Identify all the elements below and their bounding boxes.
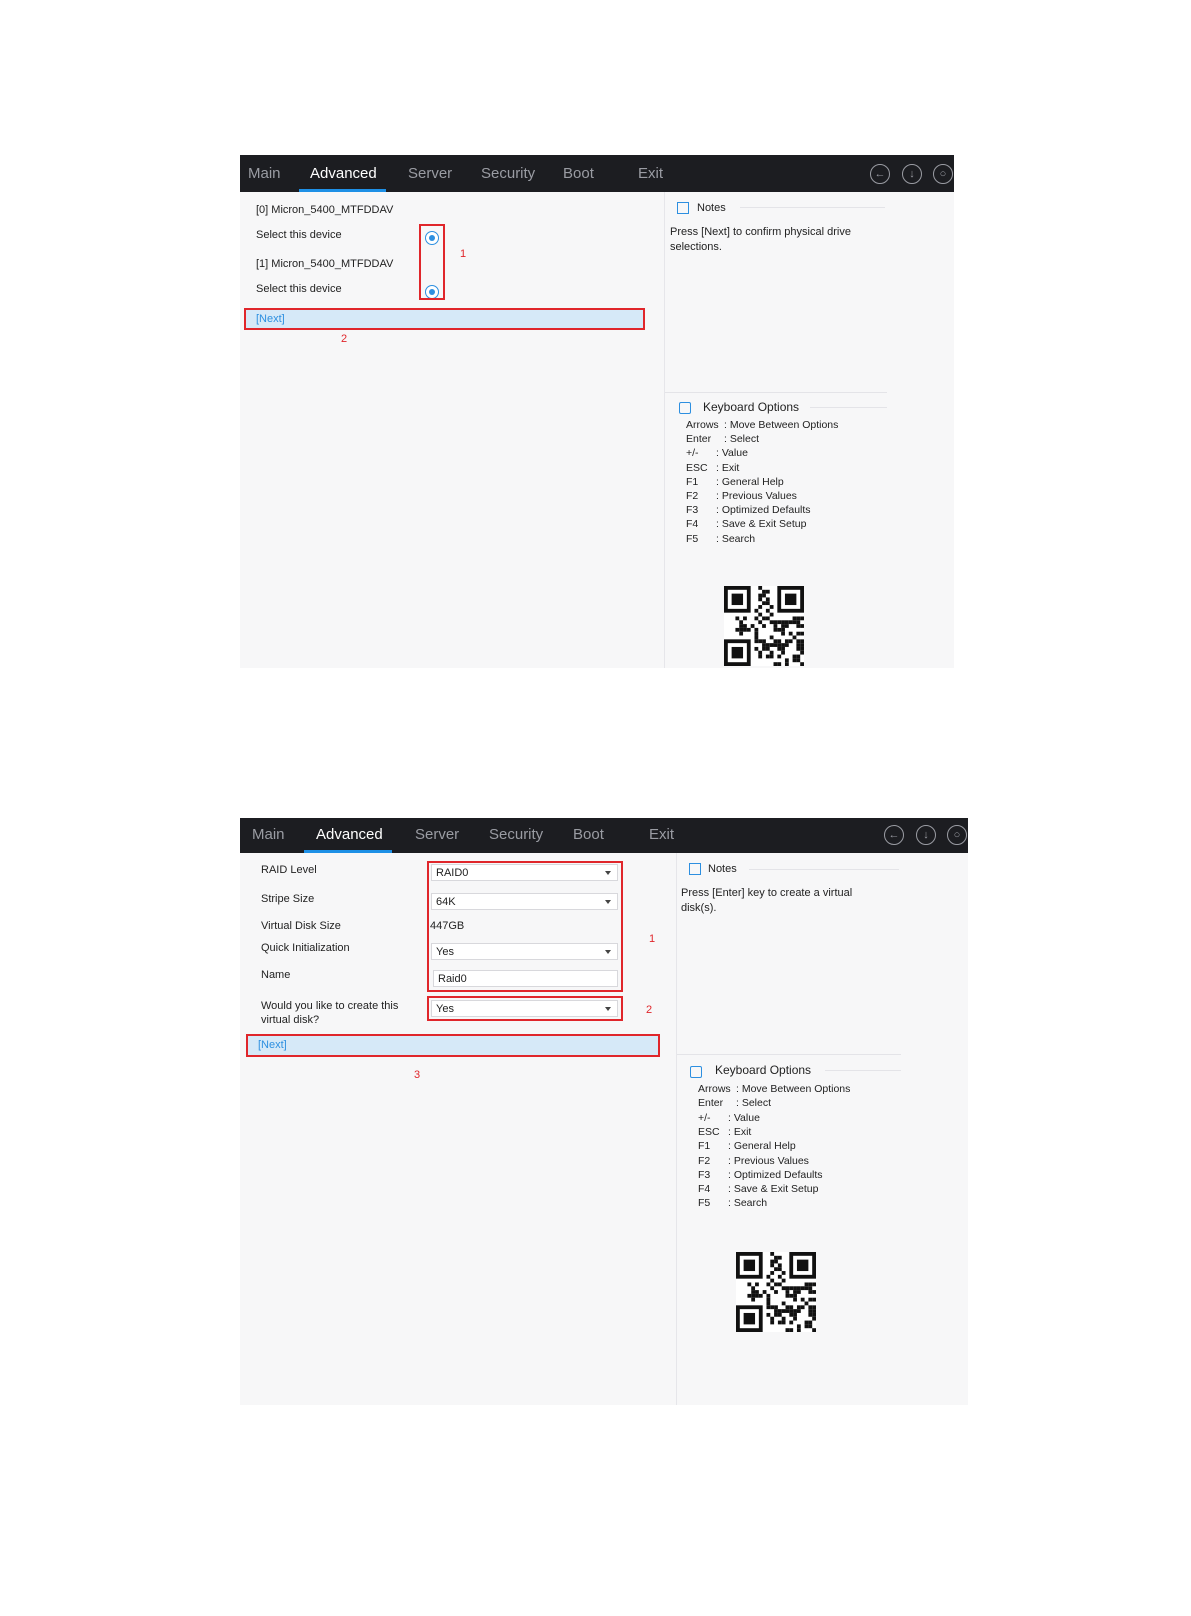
keyboard-option-desc: : Move Between Options bbox=[724, 419, 839, 431]
keyboard-option-desc: : Previous Values bbox=[716, 490, 797, 502]
callout-box-create bbox=[427, 996, 623, 1021]
keyboard-option-desc: : Previous Values bbox=[728, 1154, 809, 1167]
keyboard-option-row bbox=[686, 518, 886, 532]
keyboard-option-row bbox=[686, 462, 886, 476]
tab-exit[interactable]: Exit bbox=[649, 826, 675, 843]
raid-level-value: RAID0 bbox=[436, 867, 469, 879]
keyboard-option-row bbox=[686, 504, 886, 518]
tab-boot[interactable]: Boot bbox=[563, 165, 594, 182]
keyboard-option-row bbox=[698, 1083, 898, 1097]
keyboard-options-list bbox=[686, 419, 886, 554]
keyboard-option-desc: : Exit bbox=[728, 1125, 752, 1138]
keyboard-option-desc: : Value bbox=[728, 1111, 760, 1124]
top-menu-bar bbox=[240, 818, 968, 853]
keyboard-option-key: +/- bbox=[686, 447, 699, 460]
back-icon[interactable]: ← bbox=[884, 825, 904, 845]
tab-advanced[interactable]: Advanced bbox=[316, 826, 383, 843]
tab-server[interactable]: Server bbox=[415, 826, 460, 843]
callout-number-2: 2 bbox=[646, 1004, 653, 1016]
keyboard-option-row bbox=[698, 1197, 898, 1211]
keyboard-option-key: F2 bbox=[698, 1154, 711, 1167]
keyboard-option-key: F1 bbox=[686, 475, 699, 488]
keyboard-divider bbox=[810, 407, 887, 408]
keyboard-option-key: F5 bbox=[698, 1197, 711, 1210]
name-label: Name bbox=[261, 969, 291, 981]
keyboard-options-title: Keyboard Options bbox=[703, 400, 800, 414]
drive-1-select-label: Select this device bbox=[256, 283, 342, 295]
tab-advanced[interactable]: Advanced bbox=[310, 165, 377, 182]
tab-security[interactable]: Security bbox=[481, 165, 536, 182]
search-icon[interactable]: ○ bbox=[947, 825, 967, 845]
save-download-icon[interactable]: ↓ bbox=[902, 164, 922, 184]
keyboard-option-row bbox=[686, 476, 886, 490]
tab-server[interactable]: Server bbox=[408, 165, 453, 182]
tab-main[interactable]: Main bbox=[248, 165, 281, 182]
callout-number-1: 1 bbox=[649, 933, 656, 945]
keyboard-option-key: F3 bbox=[698, 1168, 711, 1181]
notes-icon bbox=[677, 202, 689, 214]
notes-title: Notes bbox=[708, 863, 737, 875]
keyboard-option-key: F1 bbox=[698, 1140, 711, 1153]
keyboard-option-key: F4 bbox=[698, 1183, 711, 1196]
quick-init-label: Quick Initialization bbox=[261, 942, 350, 954]
keyboard-option-row bbox=[686, 419, 886, 433]
keyboard-option-key: F4 bbox=[686, 518, 699, 531]
keyboard-option-desc: : Save & Exit Setup bbox=[728, 1183, 819, 1196]
tab-boot[interactable]: Boot bbox=[573, 826, 604, 843]
keyboard-options-title: Keyboard Options bbox=[715, 1063, 812, 1077]
keyboard-option-key: Arrows bbox=[686, 419, 719, 431]
keyboard-option-key: +/- bbox=[698, 1111, 711, 1124]
keyboard-options-list bbox=[698, 1083, 898, 1218]
drive-0-select-label: Select this device bbox=[256, 229, 342, 241]
stripe-size-value: 64K bbox=[436, 896, 456, 908]
keyboard-option-row bbox=[686, 447, 886, 461]
notes-text: Press [Enter] key to create a virtual disk(s). bbox=[681, 887, 853, 914]
top-menu-bar bbox=[240, 155, 954, 192]
next-button-label: [Next] bbox=[256, 313, 285, 325]
virtual-disk-size-label: Virtual Disk Size bbox=[261, 920, 341, 932]
keyboard-option-desc: : General Help bbox=[728, 1140, 796, 1153]
keyboard-option-desc: : Exit bbox=[716, 461, 740, 474]
keyboard-option-row bbox=[686, 433, 886, 447]
keyboard-option-desc: : Optimized Defaults bbox=[728, 1168, 823, 1181]
callout-box-next bbox=[246, 1034, 660, 1057]
bios-screen-drive-select bbox=[240, 155, 954, 668]
keyboard-option-desc: : Select bbox=[724, 433, 760, 446]
tab-security[interactable]: Security bbox=[489, 826, 544, 843]
keyboard-option-row bbox=[686, 533, 886, 547]
keyboard-option-row bbox=[698, 1155, 898, 1169]
keyboard-option-key: ESC bbox=[698, 1125, 720, 1138]
callout-number-1: 1 bbox=[460, 248, 467, 260]
create-vd-label-line1: Would you like to create this bbox=[261, 1000, 399, 1012]
name-value: Raid0 bbox=[438, 973, 467, 985]
settings-panel bbox=[240, 192, 664, 668]
keyboard-option-key: Enter bbox=[698, 1097, 724, 1110]
keyboard-option-desc: : General Help bbox=[716, 475, 784, 488]
keyboard-icon bbox=[679, 402, 691, 414]
keyboard-option-desc: : Optimized Defaults bbox=[716, 504, 811, 517]
help-panel bbox=[676, 853, 968, 1405]
notes-icon bbox=[689, 863, 701, 875]
keyboard-divider bbox=[825, 1070, 901, 1071]
keyboard-option-desc: : Search bbox=[728, 1197, 768, 1210]
save-download-icon[interactable]: ↓ bbox=[916, 825, 936, 845]
callout-box-radios bbox=[419, 224, 445, 300]
next-button-label: [Next] bbox=[258, 1039, 287, 1051]
keyboard-option-key: Enter bbox=[686, 433, 712, 446]
callout-number-2: 2 bbox=[341, 333, 348, 345]
drive-0-name: [0] Micron_5400_MTFDDAV bbox=[256, 204, 394, 216]
callout-number-3: 3 bbox=[414, 1069, 421, 1081]
back-icon[interactable]: ← bbox=[870, 164, 890, 184]
tab-main[interactable]: Main bbox=[252, 826, 285, 843]
raid-level-label: RAID Level bbox=[261, 864, 317, 876]
create-vd-label-line2: virtual disk? bbox=[261, 1014, 320, 1026]
keyboard-option-key: F2 bbox=[686, 490, 699, 502]
qr-code bbox=[736, 1252, 816, 1332]
stripe-size-label: Stripe Size bbox=[261, 893, 315, 905]
keyboard-option-row bbox=[698, 1183, 898, 1197]
virtual-disk-size-value: 447GB bbox=[430, 920, 465, 932]
notes-bottom-divider bbox=[665, 392, 887, 393]
keyboard-option-desc: : Save & Exit Setup bbox=[716, 518, 807, 531]
keyboard-option-row bbox=[698, 1097, 898, 1111]
keyboard-option-key: F3 bbox=[686, 504, 699, 517]
keyboard-option-row bbox=[698, 1140, 898, 1154]
notes-text: Press [Next] to confirm physical drive selections. bbox=[670, 226, 851, 253]
quick-init-value: Yes bbox=[436, 946, 454, 958]
help-panel bbox=[664, 192, 954, 668]
keyboard-option-desc: : Move Between Options bbox=[736, 1083, 851, 1095]
keyboard-option-row bbox=[698, 1112, 898, 1126]
tab-exit[interactable]: Exit bbox=[638, 165, 664, 182]
keyboard-option-desc: : Value bbox=[716, 447, 748, 460]
qr-code bbox=[724, 586, 804, 666]
settings-panel bbox=[240, 853, 676, 1405]
drive-1-name: [1] Micron_5400_MTFDDAV bbox=[256, 258, 394, 270]
callout-box-next bbox=[244, 308, 645, 330]
keyboard-option-key: F5 bbox=[686, 532, 699, 545]
keyboard-icon bbox=[690, 1066, 702, 1078]
keyboard-option-desc: : Search bbox=[716, 532, 756, 545]
notes-divider bbox=[749, 869, 899, 870]
callout-box-fields bbox=[427, 861, 623, 992]
bios-screen-create-virtual-disk bbox=[240, 818, 968, 1405]
notes-title: Notes bbox=[697, 202, 726, 214]
keyboard-option-row bbox=[686, 490, 886, 504]
notes-divider bbox=[740, 207, 885, 208]
create-vd-value: Yes bbox=[436, 1003, 454, 1015]
keyboard-option-key: Arrows bbox=[698, 1083, 731, 1095]
search-icon[interactable]: ○ bbox=[933, 164, 953, 184]
keyboard-option-row bbox=[698, 1169, 898, 1183]
keyboard-option-desc: : Select bbox=[736, 1097, 772, 1110]
keyboard-option-key: ESC bbox=[686, 461, 708, 474]
keyboard-option-row bbox=[698, 1126, 898, 1140]
notes-bottom-divider bbox=[677, 1054, 901, 1055]
